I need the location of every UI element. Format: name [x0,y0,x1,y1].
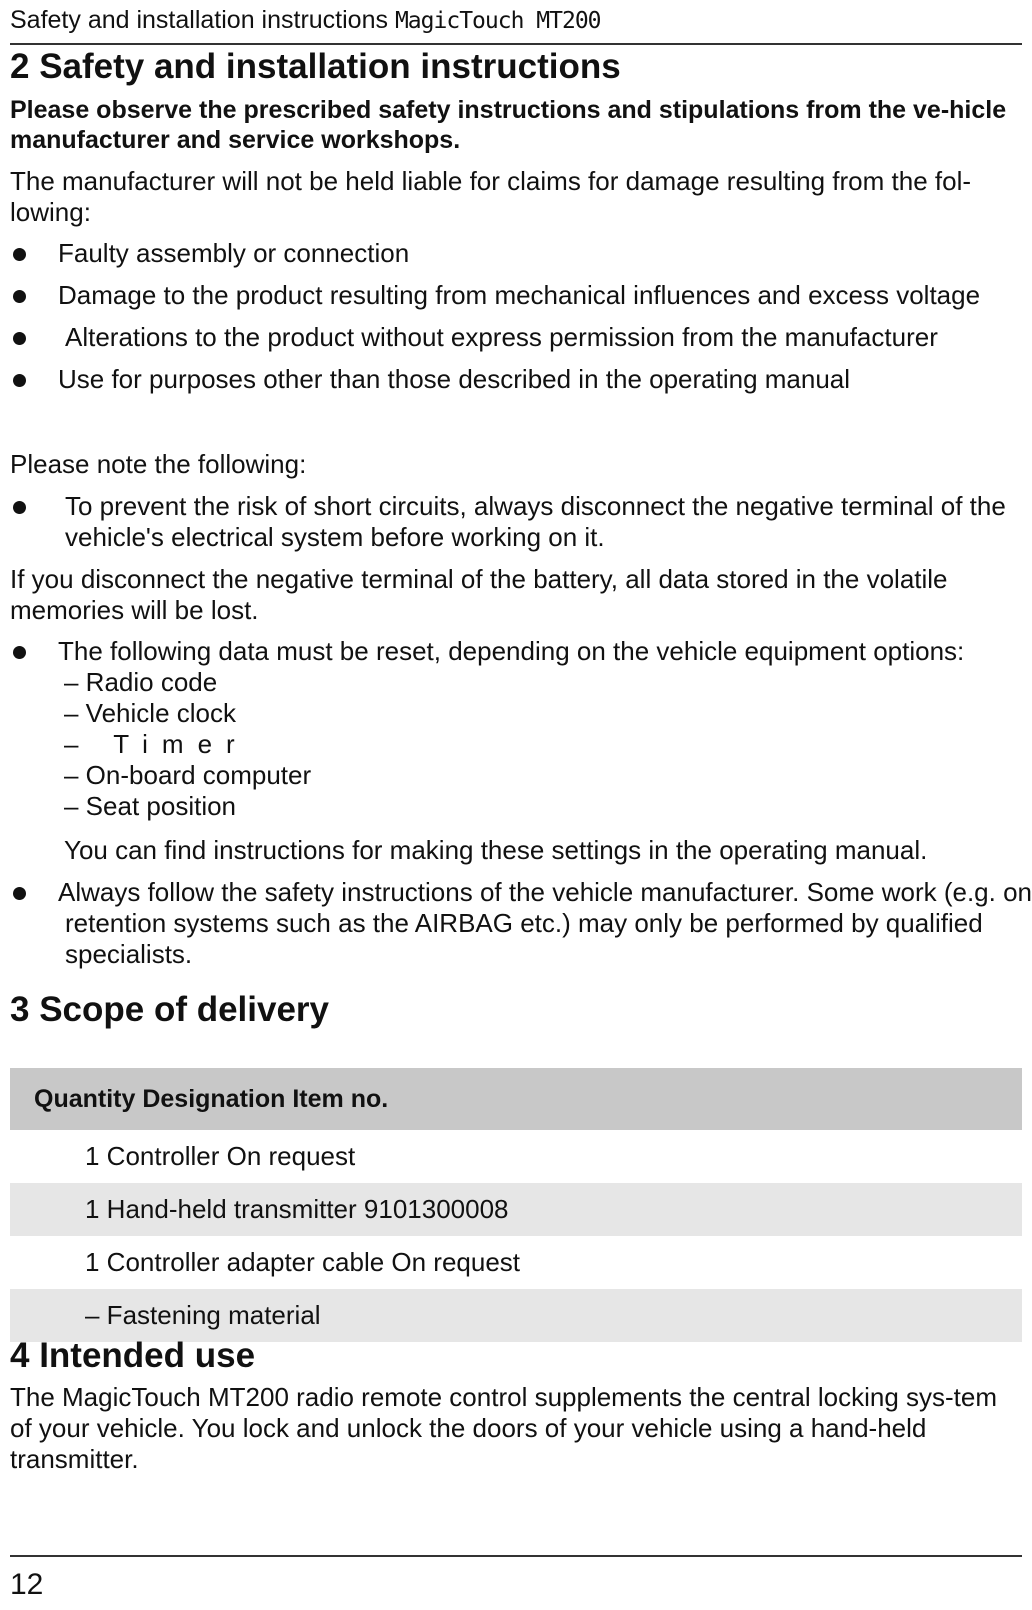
reset-item: – Seat position [64,791,237,821]
bullet-icon [13,887,26,900]
liability-item-text: Faulty assembly or connection [58,238,410,268]
table-cell: – Fastening material [10,1289,1022,1342]
battery-disconnect-text: If you disconnect the negative terminal of the battery, all data stored in the volatile memories will be lost. [10,564,948,625]
reset-note: You can find instructions for making these settings in the operating manual. [64,835,928,865]
intended-use-text: The MagicTouch MT200 radio remote control supplements the central locking sys-tem of your vehicle. You lock and unlock the doors of your vehicle using a hand-held transmitter. [10,1382,997,1474]
table-cell: 1 Hand-held transmitter 9101300008 [10,1183,1022,1236]
reset-items-list [64,667,311,822]
bullet-icon [13,374,26,387]
table-row [10,1236,1022,1289]
reset-data-text: The following data must be reset, depending on the vehicle equipment options: [58,636,965,666]
liability-item-text: Use for purposes other than those described in the operating manual [58,364,851,394]
short-circuit-note-text: To prevent the risk of short circuits, always disconnect the negative terminal of the vehicle's electrical system before working on it. [65,491,1006,552]
liability-intro: The manufacturer will not be held liable for claims for damage resulting from the fol-lowing: [10,166,971,227]
table-cell: 1 Controller On request [85,1141,356,1171]
footer-rule [10,1555,1022,1557]
running-header-brand: MagicTouch MT200 [394,8,601,34]
bullet-icon [13,290,26,303]
reset-item: – On-board computer [64,760,312,790]
bullet-icon [13,646,26,659]
table-cell: 1 Controller adapter cable On request [85,1247,521,1277]
table-row [10,1289,1022,1342]
table-row [10,1183,1022,1236]
running-header [10,4,601,37]
safety-warning [10,95,1022,155]
header-rule [10,43,1022,45]
bullet-icon [13,501,26,514]
running-header-title: Safety and installation instructions [10,6,388,34]
liability-item-text: Damage to the product resulting from mechanical influences and excess voltage [58,280,981,310]
table-header-row [10,1068,1022,1130]
section-4-heading: 4 Intended use [10,1336,256,1375]
scope-of-delivery-table [10,1068,1022,1342]
page-number: 12 [10,1568,44,1601]
table-header: Quantity Designation Item no. [10,1068,1022,1130]
reset-item: – Timer [64,729,249,759]
section-3-heading: 3 Scope of delivery [10,990,330,1029]
bullet-icon [13,248,26,261]
bullet-icon [13,332,26,345]
table-row [10,1130,1022,1183]
liability-item-text: Alterations to the product without express permission from the manufacturer [65,322,938,352]
follow-instructions-text: Always follow the safety instructions of the vehicle manufacturer. Some work (e.g. on retention systems such as the AIRBAG etc.) may only be performed by qualified specialists. [58,877,1032,969]
note-intro: Please note the following: [10,449,307,479]
section-2-heading: 2 Safety and installation instructions [10,47,621,86]
safety-warning-text: Please observe the prescribed safety instructions and stipulations from the ve-hicle manufacturer and service workshops. [10,96,1007,154]
reset-item: – Vehicle clock [64,698,236,728]
reset-item: – Radio code [64,667,218,697]
